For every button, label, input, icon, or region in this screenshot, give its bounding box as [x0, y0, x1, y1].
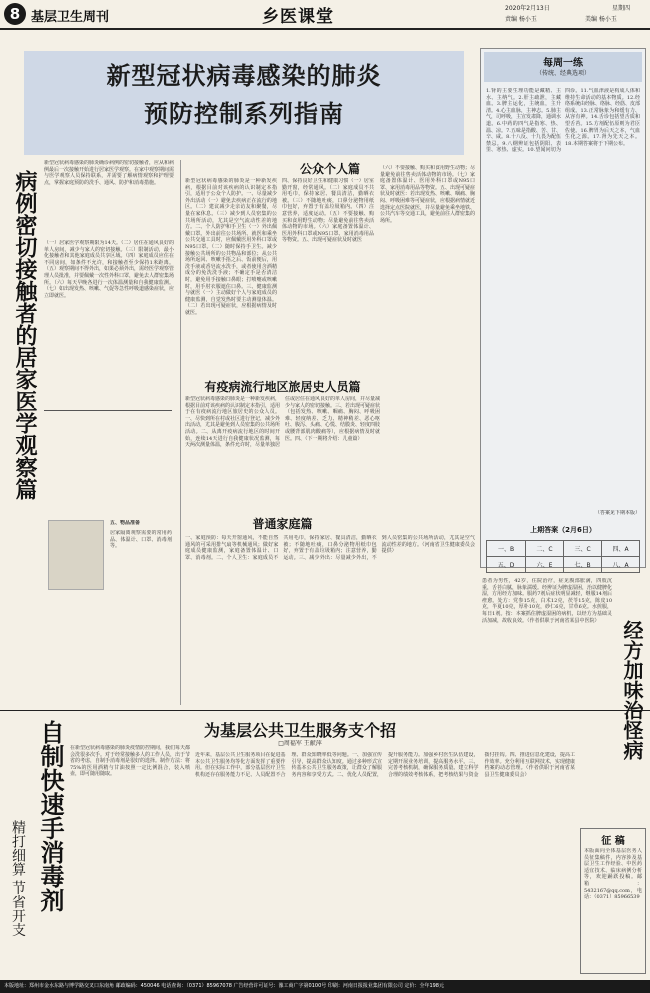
answer-cell: 一、B	[487, 541, 526, 557]
left-divider	[44, 410, 172, 411]
left-quote-title: 五、物品准备	[110, 520, 141, 526]
col-divider-1	[180, 160, 181, 705]
recruit-title: 为基层公共卫生服务支个招	[203, 721, 396, 740]
channel-title: 乡医课堂	[262, 7, 334, 27]
answer-cell: 三、C	[564, 541, 602, 557]
diy-sanitizer-title: 自制快速手消毒剂	[36, 720, 65, 912]
left-body: （一）居家医学观察期限为14天。（二）居住在通风良好的单人房间，减少与家人的密切接触。（三）限制活动，最小化接触者和其他家庭成员共享区域。（四）家庭成员应住在不同房间，如条件不允许，和接触者至少保持1米距离。（五）观察期间不得外出，如果必须外出，需经医学观察管理人员批准，并要佩戴一次性外科口罩，避免去人群密集场所。（六）每天早晚各进行一次体温测量和自我健康监测。（七）如出现发热、咳嗽、气促等急性呼吸道感染症状，应立即就医。	[44, 240, 174, 299]
lower-rule	[0, 710, 650, 711]
quiz-subtitle: （传统、经典选项）	[535, 70, 590, 77]
answer-cell: 八、A	[602, 557, 640, 573]
public-body-2: 四、保持良好卫生和健康习惯（一）居室勤开窗，经常通风。（二）家庭成员不共用毛巾，保持家居、餐具清洁，勤晒衣被。（三）不随地吐痰，口鼻分泌物用纸巾包好，弃置于有盖垃圾箱内。（四）注意营养，适度运动。（五）不要接触、购买和食用野生动物；尽量避免前往售卖活体动物的市场。（六）家庭备置体温计、医用外科口罩或N95口罩、家用消毒用品等物资。五、出现可疑症状及时就医	[282, 178, 374, 244]
travel-body: 新型冠状病毒感染的肺炎是一种新发疾病，根据目前对该疾病的认识制定本指引，适用于在有疫病流行地区旅居史的公众人员。一、尽快到所在村或社区进行登记，减少外出活动，尤其是避免到人员密集的公共场所活动。二、从离开疫病流行地区的时间开始，连续14天进行自我健康状况监测，每天两次测量体温，条件允许时，尽量单独居住或居住在通风良好的单人房间，并尽量减少与家人的密切接触。三、若出现可疑症状（包括发热、咳嗽、咽痛、胸闷、呼吸困难、轻度纳差、乏力、精神稍差、恶心呕吐、腹泻、头痛、心慌、结膜炎、轻度四肢或腰背部肌肉酸痛等），应根据病情及时就医。四、（下一期将介绍：儿童篇）	[185, 396, 380, 449]
left-vertical-title: 病例密切接触者的居家医学观察篇	[12, 170, 38, 500]
answers-title: 上期答案（2月6日）	[530, 526, 596, 534]
designer-credit: 美编 杨小玉	[585, 16, 617, 23]
quiz-body: 1.肾的主要生理功能是藏精、主水、主纳气。2.肝主疏泄，主藏血。3.脾主运化，主统血，主升清。4.心主血脉，主神志。5.肺主气，司呼吸，主宣发肃降，通调水道。6.中药的四气是指寒、热、温、凉。7.五味是指酸、苦、甘、辛、咸。8.十八反、十九畏为配伍禁忌。9.八纲辨证包括阴阳、表里、寒热、虚实。10.望闻问切为四诊。11.气血津液是构成人体和维持生命活动的基本物质。12.经络系统由经脉、络脉、经筋、皮部组成。13.正常脉象为和缓有力、从容有神。14.舌诊包括望舌质和望舌苔。15.方剂配伍原则为君臣佐使。16.脾胃为后天之本，气血生化之源。17.肾为先天之本。18.本期答案将于下期公布。	[486, 88, 640, 154]
answer-cell: 七、B	[564, 557, 602, 573]
header-rule	[0, 28, 650, 30]
answers-grid	[486, 540, 640, 573]
page-number: 8	[4, 3, 26, 25]
public-section-heading: 公众个人篇	[299, 162, 360, 176]
answer-cell: 四、A	[602, 541, 640, 557]
public-body-1: 新型冠状病毒感染的肺炎是一种新发疾病，根据目前对该疾病的认识制定本指引，适用于公众个人防护。一、尽量减少外出活动（一）避免去疾病正在流行的地区。（二）建议减少走亲访友和聚餐，尽量在家休息。（三）减少到人员密集的公共场所活动，尤其是空气流动性差的地方。二、个人防护和手卫生（一）外出佩戴口罩。外出前往公共场所、就医和乘坐公共交通工具时，应佩戴医用外科口罩或N95口罩。（二）随时保持手卫生。减少接触公共场所的公共物品和部位；从公共场所返回、咳嗽手捂之后、饭前便后，用洗手液或香皂流水洗手，或者使用含酒精成分的免洗洗手液；不确定手是否清洁时，避免用手接触口鼻眼；打喷嚏或咳嗽时，用手肘衣服遮住口鼻。三、健康监测与就医（一）主动做好个人与家庭成员的健康监测，自觉发热时要主动测量体温。（二）若出现可疑症状，应根据病情及时就医。	[185, 178, 277, 316]
headline-line1: 新型冠状病毒感染的肺炎	[106, 61, 382, 90]
public-body-3: （六）不要接触、购买和食用野生动物；尽量避免前往售卖活体动物的市场。（七）家庭备置体温计、医用外科口罩或N95口罩、家用消毒用品等物资。五、出现可疑症状及时就医：若出现发热、咳嗽、咽痛、胸闷、呼吸困难等可疑症状，应根据病情就近选择定点医院就医，并尽量避免乘坐地铁、公共汽车等交通工具，避免前往人群密集的场所。	[380, 165, 475, 224]
issue-date: 2020年2月13日	[505, 5, 550, 12]
travel-section-heading: 有疫病流行地区旅居史人员篇	[204, 380, 361, 394]
left-quote-text: 居家隔离观察需要的常用药品、体温计、口罩、消毒剂等。	[110, 530, 172, 550]
editor-credit: 责编 杨小玉	[505, 16, 537, 23]
left-intro: 新型冠状病毒感染的肺炎确诊病例的密切接触者，应从和病例最后一次接触开始进行居家医学观察。在家中观察期间需与医学观察人员保持联系，并需要了解病情观察和护理要点，掌握家庭预防的洗手、通风、防护和消毒措施。	[44, 160, 174, 186]
family-body: 一、家庭预防：每天开窗通风，不能自然通风的可采用排气扇等机械通风；做好家庭成员健康监测，家庭备置体温计、口罩、消毒剂。二、个人卫生：家庭成员不共用毛巾，保持家居、餐具清洁，勤晒衣被；不随地吐痰，口鼻分泌物用纸巾包好，弃置于有盖垃圾箱内；注意营养，勤运动。三、减少外出：尽量减少外出，不到人员密集的公共场所活动，尤其是空气流动性差的地方。（河南省卫生健康委员会提供）	[185, 535, 475, 561]
family-section-heading: 普通家庭篇	[252, 517, 313, 531]
page-footer: 本版地址：郑州市金水东路与博学路交叉口东南角 邮政编码：450046 电话查询：（0371）85967078 广告经营许可证号：豫工商广字第0100号 印刷：河南日报报业集团有限公司 定价：全年198元	[0, 980, 650, 993]
recruit-author: □周福军 王献萍	[278, 740, 322, 747]
case-vertical-title: 经方加味治怪病	[620, 620, 644, 760]
issue-weekday: 星期四	[612, 5, 631, 12]
answer-cell: 二、C	[526, 541, 564, 557]
quiz-footer: （答案见下期本版）	[594, 510, 640, 516]
left-quote-image	[48, 520, 104, 590]
quiz-title: 每周一练	[543, 58, 583, 69]
call-for-papers-title: 征 稿	[601, 836, 625, 847]
diy-sanitizer-subtitle: 精打细算 节省开支	[10, 820, 26, 937]
headline-line2: 预防控制系列指南	[144, 99, 344, 128]
answer-cell: 五、D	[487, 557, 526, 573]
answer-cell: 六、E	[526, 557, 564, 573]
case-text: 患者为男性，42岁，住院治疗，症见腹部胀满，四肢沉重，舌苔白腻，脉象濡缓。经辨证为脾虚湿困，治以健脾化湿，方用经方加味。服药7剂后症状明显减轻，继服14剂后痊愈。处方：党参15克，白术12克，茯苓15克，陈皮10克，半夏10克，厚朴10克，砂仁6克，甘草6克。水煎服，每日1剂。按：本案抓住脾虚湿困的病机，以经方为基础灵活加减，故收良效。（作者供职于河南省某县中医院）	[482, 578, 612, 624]
diy-sanitizer-text: 在新型冠状病毒感染的肺炎疫情防控期间，我们每天都会洗很多次手。对于经常接触多人的工作人员，出于节省的考虑，自制手消毒剂是很好的选择。制作方法：将75%的医用酒精与甘油按照一定比例混合，装入喷壶，即可随用随取。	[70, 745, 190, 778]
call-for-papers-text: 本版面向全体基层医务人员征集稿件，内容涉及基层卫生工作经验、中医药适宜技术、临床病例分析等，欢迎踊跃投稿。邮箱：5432167@qq.com，电话：（0371）85966539	[584, 848, 642, 901]
section-title: 基层卫生周刊	[31, 10, 110, 25]
recruit-body: 近年来，基层公共卫生服务项目在促进基本公共卫生服务均等化方面发挥了重要作用。但在实际工作中，部分基层医疗卫生机构还存在服务能力不足、人员配置不合理、群众知晓率低等问题。一、加强宣传引导，提高群众认知度。通过多种形式宣传基本公共卫生服务政策，让群众了解服务内容和享受方式。二、优化人员配置，提升服务能力。加强乡村医生队伍建设，定期开展业务培训，提高服务水平。三、完善考核机制，确保服务质量。建立科学合理的绩效考核体系，把考核结果与资金拨付挂钩。四、推进信息化建设，提高工作效率。充分利用互联网技术，实现健康档案的动态管理。（作者供职于河南省某县卫生健康委员会）	[195, 752, 575, 778]
